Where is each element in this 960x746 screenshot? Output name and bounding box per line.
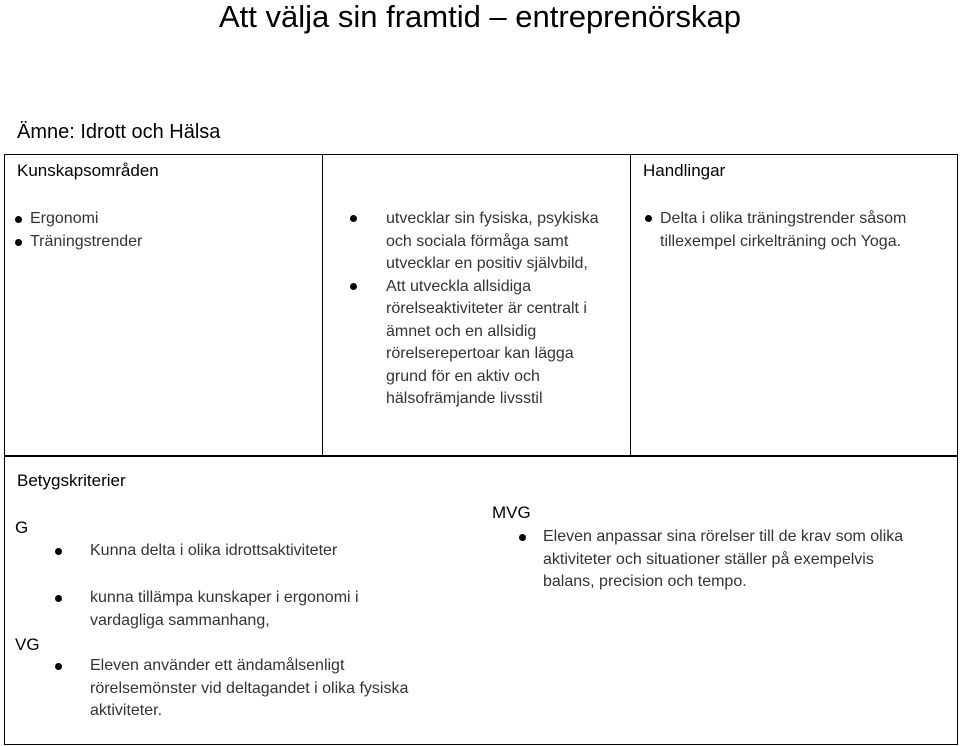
list-item-line: hälsofrämjande livsstil <box>386 390 543 407</box>
list-item <box>30 231 310 254</box>
list-item-text: Träningstrender <box>30 232 143 250</box>
bullet-icon <box>15 239 22 246</box>
list-item-line: vardagliga sammanhang, <box>90 611 270 629</box>
list-item-line: ämnet och en allsidig <box>386 322 537 340</box>
list-item-line: Eleven anpassar sina rörelser till de krav som olika <box>543 528 904 545</box>
actions-header: Handlingar <box>643 161 726 180</box>
list-item-line: utvecklar sin fysiska, psykiska <box>386 210 599 227</box>
knowledge-areas-header: Kunskapsområden <box>17 161 159 180</box>
list-item <box>30 208 310 231</box>
list-item-line: grund för en aktiv och <box>386 367 540 385</box>
vg-criteria-item <box>90 655 460 723</box>
list-item-line: rörelsemönster vid deltagandet i olika fysiska <box>90 679 409 697</box>
grading-criteria-header: Betygskriterier <box>17 471 126 490</box>
actions-list <box>660 208 955 253</box>
list-item-line: aktiviteter och situationer ställer på exempelvis <box>543 550 874 568</box>
bullet-icon <box>55 595 62 602</box>
list-item-line: tillexempel cirkelträning och Yoga. <box>660 232 902 250</box>
subject-heading: Ämne: Idrott och Hälsa <box>17 121 221 143</box>
column-divider <box>322 154 323 456</box>
knowledge-areas-list <box>30 208 310 253</box>
bullet-icon <box>350 283 357 290</box>
list-item <box>660 208 955 253</box>
mvg-criteria-item <box>543 526 953 594</box>
g-criteria-item <box>90 540 460 563</box>
goals-list <box>386 208 626 411</box>
vg-criteria-item <box>90 587 460 632</box>
grade-vg-label: VG <box>15 635 40 654</box>
list-item <box>386 208 626 276</box>
page-title: Att välja sin framtid – entreprenörskap <box>218 0 742 34</box>
bullet-icon <box>350 215 357 222</box>
list-item-line: aktiviteter. <box>90 702 163 719</box>
list-item-line: Eleven använder ett ändamålsenligt <box>90 657 345 674</box>
list-item-line: kunna tillämpa kunskaper i ergonomi i <box>90 589 359 606</box>
list-item-line: Att utveckla allsidiga <box>386 277 531 295</box>
list-item-line: rörelseaktiviteter är centralt i <box>386 300 587 317</box>
list-item <box>386 276 626 411</box>
bullet-icon <box>519 534 526 541</box>
list-item-line: och sociala förmåga samt <box>386 232 569 250</box>
grade-mvg-label: MVG <box>492 503 531 522</box>
list-item-text: Ergonomi <box>30 210 99 227</box>
bullet-icon <box>55 548 62 555</box>
list-item-line: Kunna delta i olika idrottsaktiviteter <box>90 542 338 559</box>
bullet-icon <box>15 216 22 223</box>
list-item-line: balans, precision och tempo. <box>543 573 747 590</box>
column-divider <box>630 154 631 456</box>
bullet-icon <box>645 215 652 222</box>
list-item-line: utvecklar en positiv självbild, <box>386 255 588 272</box>
bullet-icon <box>55 663 62 670</box>
list-item-line: rörelserepertoar kan lägga <box>386 345 574 362</box>
list-item-line: Delta i olika träningstrender såsom <box>660 210 907 227</box>
grade-g-label: G <box>15 518 29 537</box>
